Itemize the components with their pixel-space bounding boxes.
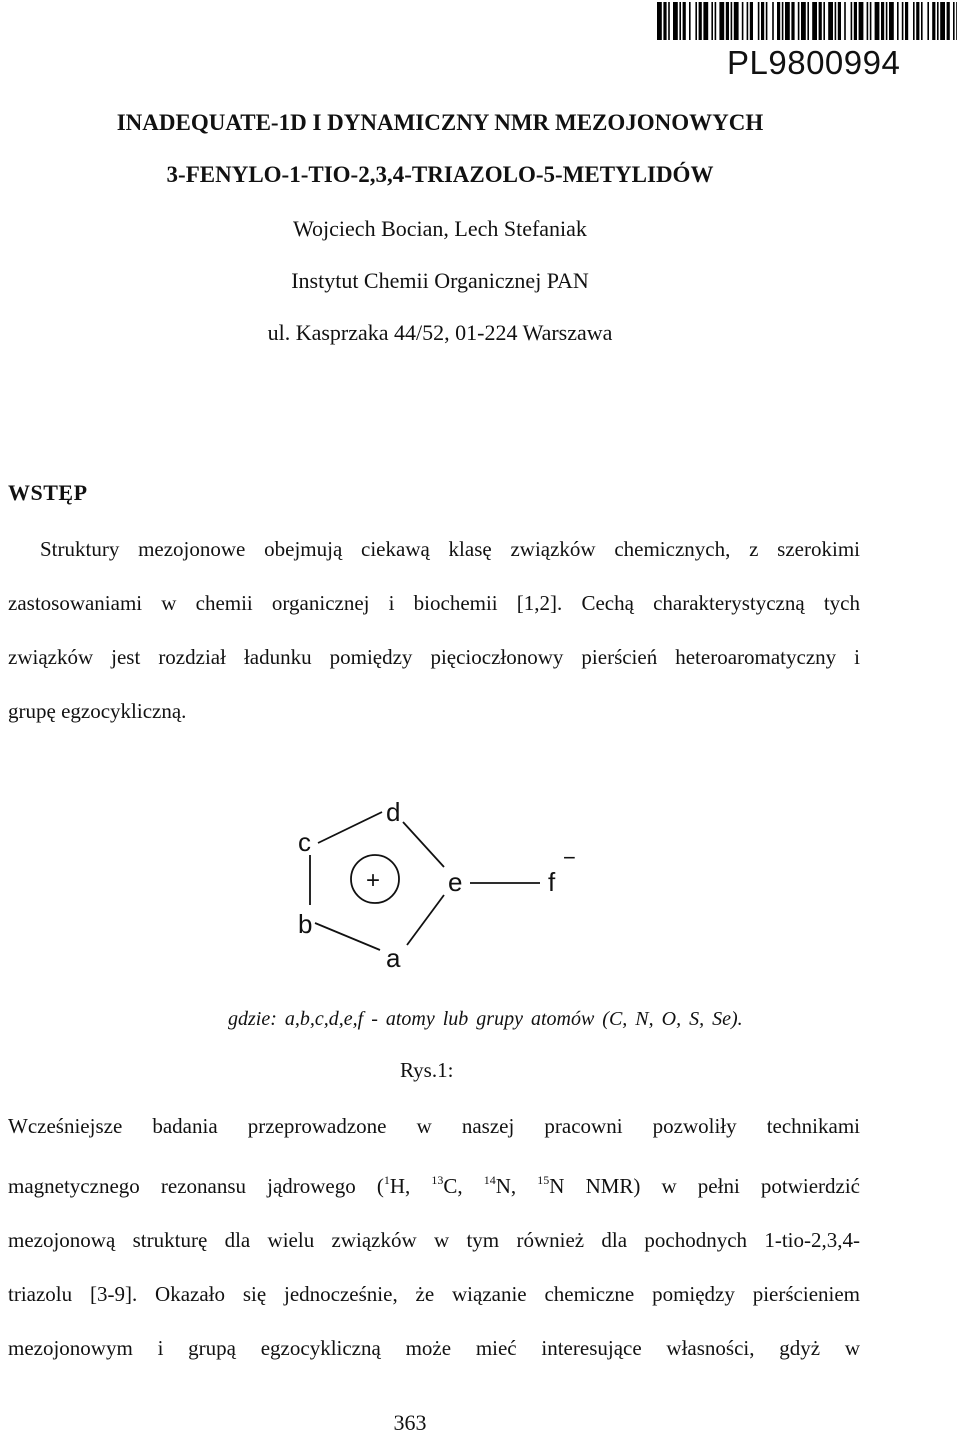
isotope-symbol: N NMR) w pełni potwierdzić — [549, 1174, 861, 1198]
intro-line: Struktury mezojonowe obejmują ciekawą klasę związków chemicznych, z szerokimi — [40, 537, 860, 561]
barcode-bar — [663, 2, 666, 40]
barcode-bar — [798, 2, 800, 40]
barcode-bar — [828, 2, 833, 40]
section-heading: WSTĘP — [8, 480, 88, 505]
barcode-bar — [679, 2, 681, 40]
document-number: PL9800994 — [727, 44, 901, 81]
barcode-bar — [812, 2, 817, 40]
barcode-bar — [838, 2, 841, 40]
barcode-bar — [823, 2, 825, 40]
body-line: triazolu [3-9]. Okazało się jednocześnie, że wiązanie chemiczne pomiędzy pierścieniem — [8, 1282, 860, 1306]
intro-line: związków jest rozdział ładunku pomiędzy pięcioczłonowy pierścień heteroaromatyczny i — [8, 645, 860, 669]
atom-label-d: d — [386, 797, 401, 827]
barcode-bar — [772, 2, 774, 40]
barcode-bar — [859, 2, 864, 40]
body-line-nuclei — [8, 1153, 860, 1213]
barcode-bar — [801, 2, 806, 40]
barcode-bar — [742, 2, 744, 40]
barcode-bar — [683, 2, 686, 40]
barcode-bar — [726, 2, 729, 40]
barcode-bar — [731, 2, 733, 40]
barcode-bar — [657, 2, 662, 40]
barcode-bar — [875, 2, 880, 40]
isotope-symbol: H, — [389, 1174, 411, 1198]
intro-paragraph — [8, 522, 860, 738]
barcode-bar — [921, 2, 923, 40]
body-line: Wcześniejsze badania przeprowadzone w naszej pracowni pozwoliły technikami — [8, 1114, 860, 1138]
barcode-bar — [953, 2, 955, 40]
barcode-bar — [835, 2, 837, 40]
barcode-bar — [854, 2, 857, 40]
barcode-bar — [747, 2, 749, 40]
barcode-bar — [673, 2, 678, 40]
barcode-bar — [886, 2, 888, 40]
authors: Wojciech Bocian, Lech Stefaniak — [293, 216, 587, 241]
isotope-mass: 13 — [431, 1173, 444, 1187]
barcode-bar — [851, 2, 853, 40]
barcode-bar — [844, 2, 846, 40]
barcode-bar — [905, 2, 908, 40]
figure-caption: gdzie: a,b,c,d,e,f - atomy lub grupy atomów (C, N, O, S, Se). — [228, 1008, 743, 1030]
isotope-symbol: C, — [443, 1174, 463, 1198]
intro-line: grupę egzocykliczną. — [8, 699, 187, 723]
barcode-bar — [870, 2, 872, 40]
title-line-2: 3-FENYLO-1-TIO-2,3,4-TRIAZOLO-5-METYLIDÓW — [166, 162, 714, 187]
barcode-bar — [699, 2, 702, 40]
bond-c-d — [318, 812, 382, 843]
page-number: 363 — [393, 1410, 427, 1435]
barcode-bar — [750, 2, 753, 40]
barcode-bar — [937, 2, 939, 40]
barcode — [657, 2, 957, 40]
atom-label-e: e — [448, 867, 463, 897]
barcode-bar — [668, 2, 670, 40]
title-line-1: INADEQUATE-1D I DYNAMICZNY NMR MEZOJONOWYCH — [116, 110, 764, 135]
barcode-bar — [897, 2, 899, 40]
barcode-bar — [791, 2, 794, 40]
barcode-bar — [932, 2, 935, 40]
barcode-bar — [947, 2, 950, 40]
barcode-bar — [782, 2, 784, 40]
barcode-bar — [711, 2, 713, 40]
barcode-bar — [766, 2, 768, 40]
barcode-bar — [785, 2, 790, 40]
mesoionic-ring-figure — [280, 795, 610, 985]
barcode-bar — [819, 2, 822, 40]
bond-e-a — [407, 895, 444, 945]
barcode-bar — [867, 2, 869, 40]
isotope-mass: 15 — [537, 1173, 550, 1187]
atom-label-f: f — [548, 867, 556, 897]
barcode-bar — [777, 2, 780, 40]
body-paragraph — [8, 1099, 860, 1375]
intro-line: zastosowaniami w chemii organicznej i biochemii [1,2]. Cechą charakterystyczną tych — [8, 591, 860, 615]
isotope-symbol: N, — [495, 1174, 517, 1198]
body-line: mezojonowym i grupą egzocykliczną może mieć interesujące własności, gdyż w — [8, 1336, 860, 1360]
barcode-bar — [761, 2, 764, 40]
barcode-bar — [916, 2, 919, 40]
barcode-bar — [695, 2, 697, 40]
barcode-bar — [940, 2, 945, 40]
address: ul. Kasprzaka 44/52, 01-224 Warszawa — [267, 320, 613, 345]
ring-charge-plus: + — [366, 867, 381, 894]
barcode-bar — [758, 2, 760, 40]
isotope-mass: 14 — [483, 1173, 496, 1187]
barcode-bar — [719, 2, 724, 40]
barcode-bar — [902, 2, 904, 40]
atom-label-a: a — [386, 943, 401, 973]
bond-d-e — [403, 822, 444, 867]
barcode-bar — [927, 2, 929, 40]
barcode-bar — [889, 2, 894, 40]
affiliation: Instytut Chemii Organicznej PAN — [291, 268, 589, 293]
body-line: mezojonową strukturę dla wielu związków w tym również dla pochodnych 1-tio-2,3,4- — [8, 1228, 860, 1252]
barcode-bar — [956, 2, 957, 40]
bond-a-b — [315, 923, 380, 950]
exocyclic-charge-minus: − — [563, 845, 576, 870]
figure-label: Rys.1: — [400, 1058, 454, 1082]
barcode-bar — [913, 2, 915, 40]
barcode-bar — [881, 2, 884, 40]
atom-label-b: b — [298, 909, 313, 939]
barcode-bar — [703, 2, 708, 40]
barcode-bar — [734, 2, 739, 40]
atom-label-c: c — [298, 827, 311, 857]
body-line-text: magnetycznego rezonansu jądrowego ( — [8, 1174, 384, 1198]
barcode-bar — [715, 2, 717, 40]
barcode-bar — [689, 2, 691, 40]
isotope-mass: 1 — [383, 1173, 390, 1187]
barcode-bar — [807, 2, 809, 40]
